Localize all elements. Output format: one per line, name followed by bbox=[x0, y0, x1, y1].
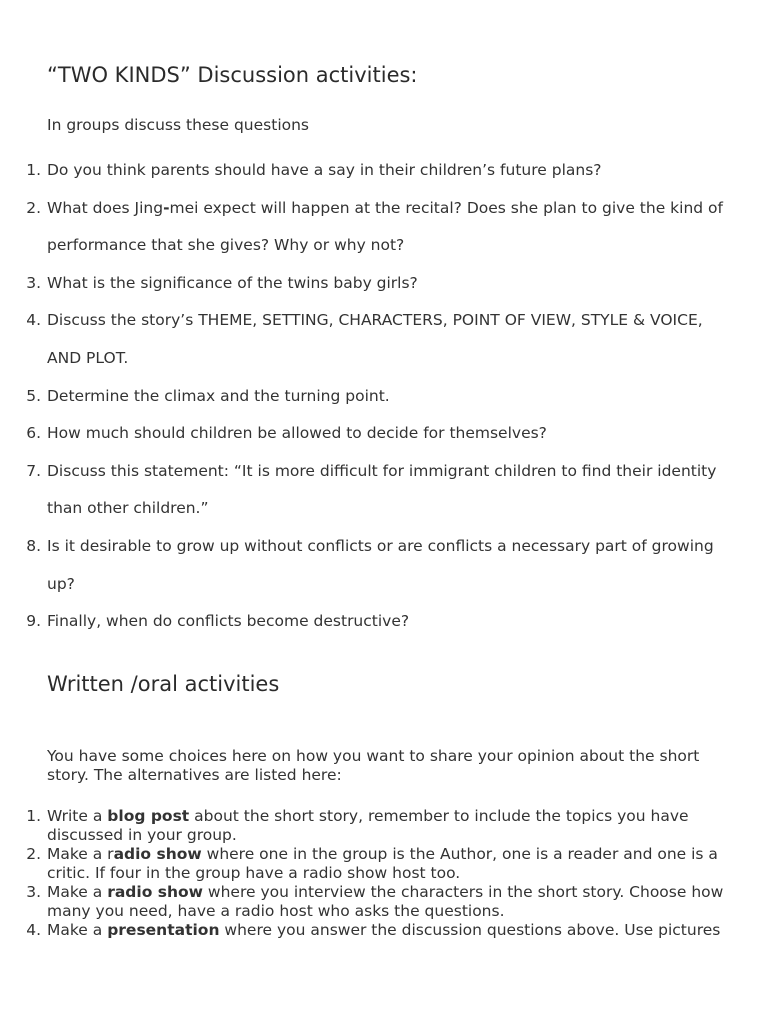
list-item bbox=[0, 415, 740, 453]
question-text: Finally, when do conflicts become destructive? bbox=[47, 612, 410, 631]
list-number: 4. bbox=[26, 311, 41, 330]
question-text: Is it desirable to grow up without conflicts or are conflicts a necessary part of growing up? bbox=[47, 536, 714, 593]
activity-text-bold: presentation bbox=[107, 921, 220, 939]
list-number: 3. bbox=[26, 273, 41, 292]
page-title: “TWO KINDS” Discussion activities: bbox=[47, 63, 418, 87]
activity-text-pre: Make a r bbox=[47, 845, 114, 863]
discussion-questions-list bbox=[0, 152, 740, 641]
question-text: Discuss the story’s THEME, SETTING, CHARACTERS, POINT OF VIEW, STYLE & VOICE, AND PLOT. bbox=[47, 311, 703, 367]
list-item bbox=[0, 152, 740, 190]
list-number: 1. bbox=[26, 161, 41, 179]
question-text-c: mei expect will happen at the recital? Does she plan to give the kind of performance that she gives? Why or why not? bbox=[47, 198, 723, 255]
section-heading: Written /oral activities bbox=[47, 672, 280, 696]
activities-list bbox=[0, 807, 740, 940]
question-text-b: - bbox=[163, 198, 170, 217]
list-item bbox=[0, 302, 740, 377]
list-number: 9. bbox=[26, 612, 41, 631]
list-number: 6. bbox=[26, 424, 41, 443]
list-item bbox=[0, 265, 740, 303]
list-number: 1. bbox=[26, 807, 41, 825]
question-text: How much should children be allowed to decide for themselves? bbox=[47, 424, 547, 443]
list-item bbox=[0, 845, 740, 883]
list-item bbox=[0, 453, 740, 528]
question-text: What is the significance of the twins baby girls? bbox=[47, 273, 418, 292]
list-number: 2. bbox=[26, 845, 41, 863]
question-text: Discuss this statement: “It is more difficult for immigrant children to find their identity than other children.” bbox=[47, 461, 717, 518]
question-text: Do you think parents should have a say in their children’s future plans? bbox=[47, 161, 602, 179]
activity-text-post: about the short story, remember to include the topics you have discussed in your group. bbox=[47, 807, 689, 844]
list-number: 8. bbox=[26, 536, 41, 555]
activity-text-bold: radio show bbox=[107, 883, 203, 901]
question-text-a: What does Jing bbox=[47, 198, 164, 217]
list-item bbox=[0, 807, 740, 845]
list-number: 3. bbox=[26, 883, 41, 901]
activity-text-pre: Make a bbox=[47, 883, 108, 901]
activity-text-bold: blog post bbox=[107, 807, 190, 825]
list-number: 4. bbox=[26, 921, 41, 939]
list-number: 2. bbox=[26, 198, 41, 217]
list-item bbox=[0, 528, 740, 603]
list-item bbox=[0, 190, 740, 265]
list-number: 7. bbox=[26, 461, 41, 480]
list-item bbox=[0, 883, 740, 921]
list-item bbox=[0, 378, 740, 416]
activity-text-pre: Write a bbox=[47, 807, 108, 825]
list-number: 5. bbox=[26, 386, 41, 405]
intro-text: In groups discuss these questions bbox=[47, 116, 310, 134]
list-item bbox=[0, 603, 740, 641]
activity-text-post: where one in the group is the Author, one is a reader and one is a critic. If four in the group have a radio show host too. bbox=[47, 845, 718, 882]
activity-text-pre: Make a bbox=[47, 921, 108, 939]
list-item bbox=[0, 921, 740, 940]
activity-text-post: where you answer the discussion questions above. Use pictures bbox=[219, 921, 721, 939]
question-text: Determine the climax and the turning point. bbox=[47, 386, 390, 405]
activity-text-bold: adio show bbox=[113, 845, 202, 863]
activity-text-post: where you interview the characters in the short story. Choose how many you need, have a radio host who asks the questions. bbox=[47, 883, 724, 920]
written-intro-paragraph: You have some choices here on how you want to share your opinion about the short story. The alternatives are listed here: bbox=[47, 747, 700, 784]
